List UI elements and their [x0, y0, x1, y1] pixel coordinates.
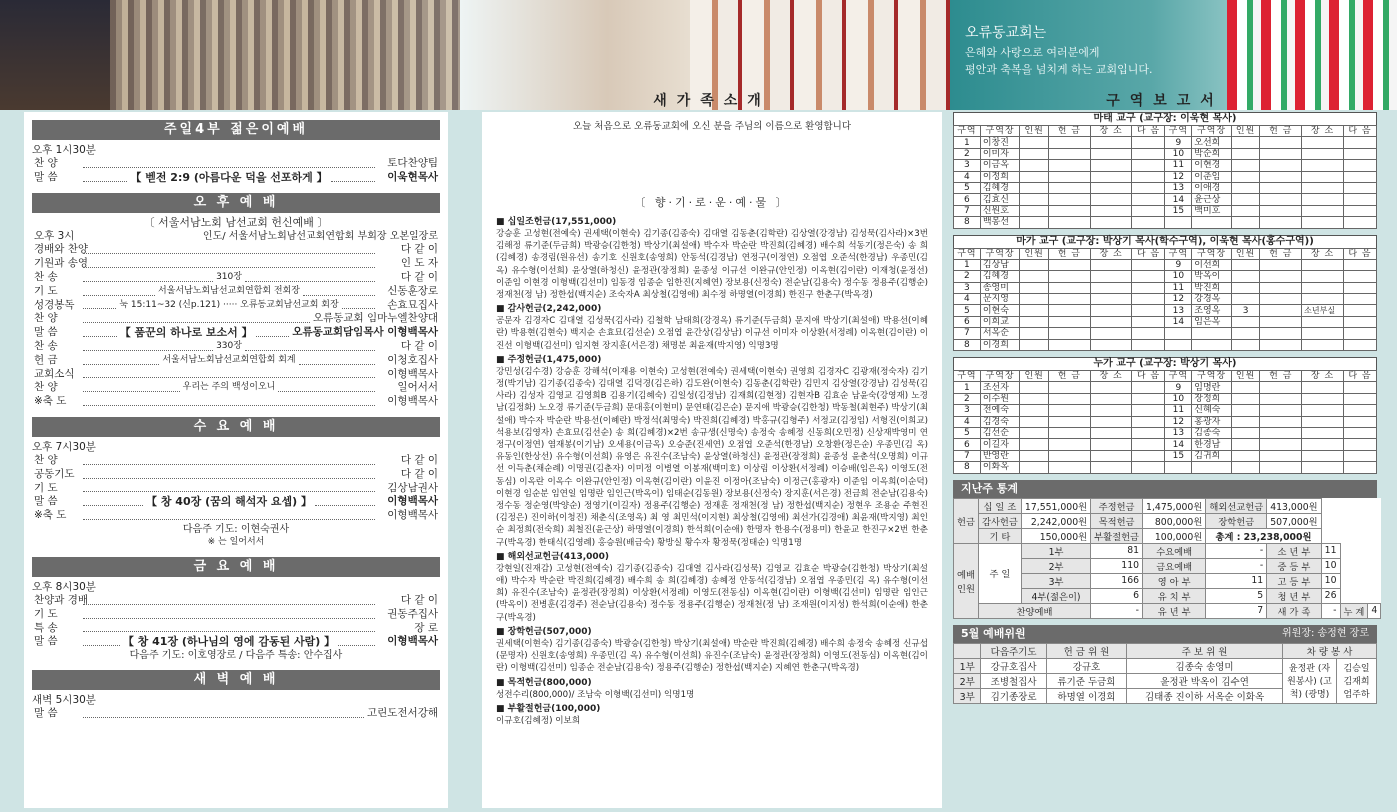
- order-row: [24, 707, 448, 721]
- worship-photo: [0, 0, 460, 110]
- attendance-row: 찬양예배 - 유 년 부 7 새 가 족 - 누 계 4: [954, 603, 1381, 618]
- column-header: 다 음: [1343, 371, 1376, 382]
- district-row: 8 이화옥: [954, 462, 1377, 473]
- stats-title: 지난주 통계: [953, 480, 1377, 498]
- column-header: 헌 금: [1048, 248, 1090, 259]
- order-leader: 다 같 이: [400, 270, 438, 283]
- order-leader: 이형백목사: [387, 395, 438, 408]
- order-leader: 김상남권사: [387, 481, 438, 494]
- order-item: 말 씀: [34, 495, 58, 508]
- offering-names: 강민성(김수경) 강승훈 강해석(이재용 이현숙) 고성현(전예숙) 권세택(이현숙) 권영희 김경자C 김광재(정숙자) 김기정(박기남) 김기종(김종숙) 김대열 김덕경(김은하) 김도완(이현숙) 김동춘(김학란) 김민지 김상열(강경남) 김성묵(김사라) 김성자 김영교 김영희B 김용기(김혜숙) 김일성(김정남) 김재희(김현정) 김현자B 김효순 남윤숙(강영재) 노경남(김정화) 노오경 류기준(두금희) 문대홍(이현미) 문연태(김은순) 문지애 박광승(김한청) 박동철(최현주) 박상기(최설애) 박수자 박순란 박용선(이혜란) 박정석(최명숙) 박진희(김혜경) 박홍규(김형주) 서정교(김정임) 서형진(이희교) 석용보(김영자) 손효묘(김선순) 송 희(김혜경)×2번 송규생(신명숙) 송정숙 송혜정 신동희(오민정) 신상재박영미 연정구(이정연) 염재봉(이기남) 오세용(이금옥) 오승준(진세연) 오점엽 오준석(한경남) 오창환(정은순) 우종민(김 옥) 유동인(한상선) 유수형(이선희) 유영은 유진수(조남숙) 윤상열(하청신) 윤정관(장정희) 윤종성 윤춘석(오명희) 이규선 이득춘(채순례) 이명권(김춘자) 이미정 이병열 이봉재(백미호) 이상림 이상환(서정례) 이승배(임은옥) 이영도(전동심) 이옥란 이옥수 이완규(안인정) 이옥현(김이란) 이윤진 이정아(조남숙) 이정근(홍광자) 이준임 이옥희(이순덕) 이현경 임순분 임연일 임명란 임인근(박옥이) 임태순(김동원) 장보용(신정숙) 장지훈(서은경) 전금희 전순남(김용숙) 정수동 정순영(박양순) 정영기(이길자) 정용주(김행순) 정재훈 정재천(정 남) 정한섭(백지순) 정현우 조용순 주현진(김정은) 진이하(이청진) 채춘식(조영옥) 최 영 최민석(이지현) 최상철(김영애) 최선가(김경애) 최윤재(박지영) 최인순 최정희(전숙희) 최철진(윤근상) 하명열(이경희) 한석희(이순애) 한명자 한용수(정용미) 한윤교 한진구×2번 한춘구(박옥경) 한태식(김영례) 홍승원(배금숙) 황방실 황수자 황정묵(정태순) 익명1명: [496, 366, 928, 548]
- column-header: 헌 금: [1048, 126, 1090, 137]
- order-row: [24, 271, 448, 285]
- committee-row: 3부 김기종장로 하명열 이경희 김태종 진이하 서옥순 이화옥: [954, 688, 1377, 703]
- committee-header: [954, 643, 981, 658]
- order-row: [24, 635, 448, 649]
- offering-category: ■ 십일조헌금(17,551,000): [482, 216, 942, 228]
- column-header: 구역장: [980, 248, 1020, 259]
- column-header: 인원: [1231, 126, 1260, 137]
- stats-row: 감사헌금 2,242,000원 목적헌금 800,000원 장학헌금 507,000원: [954, 513, 1381, 528]
- column-header: 헌 금: [1260, 371, 1302, 382]
- district-row: 7 반영란 15 김귀희: [954, 450, 1377, 461]
- order-leader: 오류동교회담임목사 이형백목사: [292, 326, 438, 339]
- new-family-panel: [482, 112, 942, 808]
- district-row: 8 이경희: [954, 339, 1377, 350]
- column-header: 인원: [1231, 248, 1260, 259]
- service-time: 새벽 5시30분: [32, 694, 96, 707]
- district-row: 5 김선순 13 김종숙: [954, 427, 1377, 438]
- column-header: 인원: [1020, 126, 1049, 137]
- order-row: [24, 509, 448, 523]
- district-table: [953, 248, 1377, 352]
- order-item: 찬 양: [34, 312, 58, 325]
- district-title: 누가 교구 (교구장: 박상기 목사): [953, 357, 1377, 370]
- column-header: 구역장: [1192, 248, 1232, 259]
- section-header: 새 벽 예 배: [32, 670, 440, 690]
- order-item: 기 도: [34, 284, 58, 297]
- order-leader: 이형백목사: [387, 367, 438, 380]
- district-box: [953, 112, 1377, 229]
- stand-note: ※ 는 일어서서: [207, 536, 265, 547]
- column-header: 구역: [1165, 126, 1192, 137]
- order-item: 경배와 찬양: [34, 243, 89, 256]
- order-leader: 다 같 이: [400, 243, 438, 256]
- order-item: 찬 양: [34, 453, 58, 466]
- service-time: 오후 1시30분: [32, 144, 96, 156]
- attendance-label: 예배 인원: [954, 543, 979, 618]
- committee-row: 2부 조병철집사 류기준 두금희 윤정관 박옥이 김수연: [954, 673, 1377, 688]
- offering-list: [482, 216, 942, 727]
- order-item: 찬 양: [34, 157, 58, 169]
- offering-category: ■ 해외선교헌금(413,000): [482, 551, 942, 563]
- district-title: 마태 교구 (교구장: 이욱현 목사): [953, 112, 1377, 125]
- column-header: 장 소: [1090, 371, 1132, 382]
- order-row: [24, 354, 448, 368]
- order-leader: 장 로: [414, 621, 438, 634]
- order-detail: 310장: [216, 271, 242, 282]
- district-row: 2 이미자 10 박순희: [954, 148, 1377, 159]
- committee-table: [953, 643, 1377, 704]
- column-header: 구역장: [1192, 126, 1232, 137]
- column-header: 구역장: [1192, 371, 1232, 382]
- offering-names: 강현일(진재감) 고성현(전예숙) 김기종(김종숙) 김대열 김사라(김성묵) 김영교 김효순 박광승(김한청) 박상기(최설애) 박수자 박순란 박진희(김혜경) 배수희 송 희(김혜경) 송혜정 안동석(김경남) 오점엽 우종민(김 옥) 유수형(이선희) 유진수(조남숙) 윤정관(장정희) 이상환(서정례) 이영도(전동심) 이옥현(김이란) 이형백(김선미) 임명란 임인근(박옥이) 전병훈(김경주) 전순남(김용숙) 정수동 정용주(김행순) 정재천(정 남) 조재원(이지성) 한석희(이순애) 한춘구(박옥경): [496, 563, 928, 623]
- vehicle-drivers: 김승일 김재희 엄주하: [1337, 658, 1377, 703]
- order-row: [24, 608, 448, 622]
- order-detail: 【 창 41장 (하나님의 영에 감동된 사람) 】: [122, 635, 336, 649]
- order-row: [24, 243, 448, 257]
- offering-title: 〔 향·기·로·운·예·물 〕: [634, 196, 790, 209]
- column-header: 다 음: [1343, 248, 1376, 259]
- district-row: 5 이현숙 13 조영옥 3 소년부실: [954, 305, 1377, 316]
- section-header: 오 후 예 배: [32, 193, 440, 213]
- offering-names: 권세택(이현숙) 김기종(김종숙) 박광승(김한청) 박상기(최설애) 박순란 박진희(김혜경) 배수희 송정숙 송혜정 신규섭(문명자) 신원호(송영희) 우종민(김 옥) 유수형(이선희) 유진수(조남숙) 윤정관(장정희) 이영도(전동심) 이옥현(김이란) 이형백(김선미) 임종순 전순남(김용숙) 정용주(김행순) 정한섭(백지순) 지혜연 한춘구(박옥경): [496, 638, 928, 674]
- committee-header: 차 량 봉 사: [1283, 643, 1377, 658]
- column-header: 다 음: [1132, 126, 1165, 137]
- order-leader: 권동주집사: [387, 607, 438, 620]
- church-message: 은혜와 사랑으로 여러분에게 평안과 축복을 넘치게 하는 교회입니다.: [965, 46, 1153, 76]
- order-row: [24, 594, 448, 608]
- service-time-row: 오후 3시 인도/ 서울서남노회남선교회연합회 부회장 오본일장로: [34, 229, 438, 242]
- district-row: 6 이길자 14 한경남: [954, 439, 1377, 450]
- district-tables: [953, 112, 1377, 474]
- order-detail: 서울서남노회남선교회연합회 회계: [162, 354, 296, 365]
- worship-order-panel: [24, 112, 448, 808]
- stats-row: 헌금 십 일 조 17,551,000원 주정헌금 1,475,000원 해외선교헌금 413,000원: [954, 498, 1381, 513]
- section-header: 금 요 예 배: [32, 557, 440, 577]
- sunday-label: 주 일: [978, 543, 1021, 603]
- order-item: 헌 금: [34, 353, 58, 366]
- order-detail: 서울서남노회남선교회연합회 전회장: [158, 285, 300, 296]
- order-leader: 이형백목사: [387, 509, 438, 522]
- attendance-row: 2부 110 금요예배 - 중 등 부 10: [954, 558, 1381, 573]
- order-row: [24, 340, 448, 354]
- order-leader: 다 같 이: [400, 453, 438, 466]
- stats-row: 기 타 150,000원 부활절헌금 100,000원 총계 : 23,238,000원: [954, 528, 1381, 543]
- column-header: 인원: [1231, 371, 1260, 382]
- order-row: [24, 299, 448, 313]
- order-item: 찬 송: [34, 270, 58, 283]
- order-row: [24, 454, 448, 468]
- section-header: 수 요 예 배: [32, 417, 440, 437]
- order-leader: 다 같 이: [400, 593, 438, 606]
- order-row: [24, 495, 448, 509]
- column-header: 장 소: [1302, 126, 1344, 137]
- column-header: 구역: [1165, 371, 1192, 382]
- column-header: 구역: [1165, 248, 1192, 259]
- district-report-title: 구역보고서: [1106, 93, 1224, 109]
- column-header: 헌 금: [1260, 126, 1302, 137]
- order-leader: 고린도전서강해: [366, 707, 438, 720]
- stats-table: [953, 498, 1381, 619]
- committee-title: 5월 예배위원 위원장: 송정현 장로: [953, 625, 1377, 643]
- district-row: 3 전예숙 11 신혜숙: [954, 405, 1377, 416]
- committee-header: 주 보 위 원: [1127, 643, 1283, 658]
- column-header: 인원: [1020, 371, 1049, 382]
- order-item: 말 씀: [34, 170, 58, 183]
- order-row: [24, 157, 448, 171]
- district-row: 4 문지영 12 강경옥: [954, 294, 1377, 305]
- district-row: 4 이정희 12 이춘임: [954, 171, 1377, 182]
- order-row: [24, 622, 448, 636]
- column-header: 장 소: [1302, 248, 1344, 259]
- attendance-row: 3부 166 영 아 부 11 고 등 부 10: [954, 573, 1381, 588]
- offering-names: 공문자 김경자C 김대열 김성묵(김사라) 김철학 남태희(강경옥) 류기준(두금희) 문지애 박상기(최설애) 박용선(이혜란) 박용현(김현숙) 백지순 손효묘(김선순) 오점엽 윤간상(김상남) 이규선 이미자 이상환(서정례) 이옥현(김이란) 이진선 이형백(김선미) 임지현 장지훈(서은경) 채명분 최윤재(박지영) 익명3명: [496, 316, 928, 351]
- order-leader: 신동훈장로: [387, 284, 438, 297]
- order-item: 기 도: [34, 481, 58, 494]
- offering-names: 강승훈 고성현(전예숙) 권세택(이현숙) 김기종(김종숙) 김대열 김동춘(김학란) 김상열(강경남) 김성묵(김사라)×3번 김해정 류기준(두금희) 박광승(김한청) 박상기(최설애) 박수자 박순란 박진희(김혜경) 배수희 석동기(정은숙) 송 희(김혜경) 송경림(원유선) 송기호 신원호(송영희) 안동석(김경남) 연정구(이정연) 오점엽 오준석(한경남) 우종민(김 옥) 유수형(이선희) 윤상열(하청신) 윤정관(장정희) 윤종성 이규선 이완규(안인정) 이옥현(김이란) 이재청(윤정선) 이준임 이현경 이형백(김선미) 임동경 임종순 임한진(지혜연) 장보용(신정숙) 전순남(김용숙) 정수동 정용주(김행순) 정재천(정 남) 정한섭(백지순) 조숙자A 최상철(김영애) 최수정 하명열(이경희) 한진구 한춘구(박옥경): [496, 229, 928, 301]
- district-row: 4 김경숙 12 홍광자: [954, 416, 1377, 427]
- district-box: [953, 235, 1377, 352]
- church-name: 오류동교회는: [965, 25, 1047, 41]
- offering-names: 성전수리(800,000)/ 조남숙 이형백(김선미) 익명1명: [496, 689, 695, 700]
- order-leader: 손효묘집사: [387, 298, 438, 311]
- order-item: 교회소식: [34, 367, 75, 380]
- order-leader: 이욱현목사: [387, 170, 438, 183]
- order-leader: 이형백목사: [387, 495, 438, 508]
- new-family-title: 새가족소개: [653, 93, 771, 109]
- welcome-text: 오늘 처음으로 오류동교회에 오신 분을 주님의 이름으로 환영합니다: [572, 121, 852, 132]
- order-leader: 인 도 자: [400, 257, 438, 270]
- column-header: 장 소: [1302, 371, 1344, 382]
- committee-row: 1부 강규호집사 강규호 김종숙 송영미 윤정관 (자원봉사) (고척) (광명) 김승일 김재희 엄주하: [954, 658, 1377, 673]
- order-leader: 토다찬양팀: [387, 157, 438, 169]
- service-time: 오후 7시30분: [32, 440, 96, 453]
- district-title: 마가 교구 (교구장: 박상기 목사(학수구역), 이욱현 목사(홍수구역)): [953, 235, 1377, 248]
- district-row: 1 이창진 9 오선희: [954, 137, 1377, 148]
- order-item: 찬양과 경배: [34, 593, 89, 606]
- district-row: 3 이금옥 11 이현경: [954, 160, 1377, 171]
- next-prayer: 다음주 기도: 이호영장로 / 다음주 특송: 안수집사: [129, 650, 343, 662]
- order-detail: 우리는 주의 백성이오니: [182, 382, 276, 393]
- district-row: 8 백봉선: [954, 217, 1377, 228]
- service-time: 오후 8시30분: [32, 580, 96, 593]
- order-item: 공동기도: [34, 467, 75, 480]
- district-report-panel: [953, 112, 1377, 808]
- offering-label: 헌금: [954, 498, 979, 543]
- section-header: 주일4부 젊은이예배: [32, 120, 440, 140]
- district-table: [953, 125, 1377, 229]
- district-row: 1 김상남 9 이선희: [954, 259, 1377, 270]
- column-header: 다 음: [1132, 248, 1165, 259]
- column-header: 다 음: [1132, 371, 1165, 382]
- district-row: 7 신원호 15 백미호: [954, 205, 1377, 216]
- district-row: 1 조선자 9 임명란: [954, 382, 1377, 393]
- next-prayer: 다음주 기도: 이현숙권사: [182, 523, 290, 535]
- order-detail: 330장: [216, 340, 242, 351]
- district-row: 6 이희교 14 임은옥: [954, 316, 1377, 327]
- order-item: 찬 송: [34, 339, 58, 352]
- district-row: 3 송영미 11 박진희: [954, 282, 1377, 293]
- column-header: 장 소: [1090, 126, 1132, 137]
- order-item: 성경봉독: [34, 298, 75, 311]
- column-header: 다 음: [1343, 126, 1376, 137]
- column-header: 구역: [954, 248, 981, 259]
- column-header: 구역장: [980, 371, 1020, 382]
- offering-category: ■ 장학헌금(507,000): [482, 626, 942, 638]
- offering-category: ■ 감사헌금(2,242,000): [482, 303, 942, 315]
- order-leader: 이형백목사: [387, 635, 438, 648]
- order-detail: 【 창 40장 (꿈의 해석자 요셉) 】: [146, 495, 312, 509]
- district-table: [953, 370, 1377, 474]
- order-row: [24, 312, 448, 326]
- district-row: 2 이수원 10 장정희: [954, 393, 1377, 404]
- order-item: ※축 도: [34, 395, 67, 408]
- district-row: 2 김혜경 10 박옥이: [954, 271, 1377, 282]
- order-item: ※축 도: [34, 509, 67, 522]
- order-row: [24, 468, 448, 482]
- order-row: [24, 285, 448, 299]
- order-item: 기원과 송영: [34, 257, 89, 270]
- order-row: [24, 171, 448, 185]
- order-row: [24, 368, 448, 382]
- order-leader: 오류동교회 임마누엘찬양대: [312, 312, 438, 325]
- column-header: 인원: [1020, 248, 1049, 259]
- order-row: [24, 381, 448, 395]
- order-leader: 다 같 이: [400, 467, 438, 480]
- order-row: [24, 257, 448, 271]
- offering-category: ■ 목적헌금(800,000): [482, 677, 942, 689]
- district-box: [953, 357, 1377, 474]
- order-leader: 다 같 이: [400, 339, 438, 352]
- column-header: 구역: [954, 126, 981, 137]
- order-leader: 일어서서: [397, 381, 438, 394]
- offering-category: ■ 부활절헌금(100,000): [482, 703, 942, 715]
- column-header: 구역: [954, 371, 981, 382]
- order-item: 기 도: [34, 607, 58, 620]
- vehicle-service: 윤정관 (자원봉사) (고척) (광명): [1283, 658, 1337, 703]
- order-item: 특 송: [34, 621, 58, 634]
- service-subtitle: 〔 서울서남노회 남선교회 헌신예배 〕: [143, 215, 329, 229]
- order-detail: 【 품꾼의 하나로 보소서 】: [119, 326, 253, 340]
- offering-names: 이규호(김혜정) 이보희: [496, 715, 581, 726]
- order-row: [24, 395, 448, 409]
- order-item: 찬 양: [34, 381, 58, 394]
- committee-chair: 위원장: 송정현 장로: [1281, 627, 1369, 639]
- district-row: 5 김혜경 13 이애경: [954, 182, 1377, 193]
- offering-category: ■ 주정헌금(1,475,000): [482, 354, 942, 366]
- order-item: 말 씀: [34, 635, 58, 648]
- committee-header: 다음주기도: [981, 643, 1046, 658]
- order-item: 말 씀: [34, 326, 58, 339]
- committee-header: 헌 금 위 원: [1046, 643, 1126, 658]
- column-header: 장 소: [1090, 248, 1132, 259]
- order-row: [24, 482, 448, 496]
- order-detail: 【 벧전 2:9 (아름다운 덕을 선포하게 】: [130, 170, 328, 184]
- column-header: 헌 금: [1260, 248, 1302, 259]
- order-detail: 눅 15:11~32 (신p.121) ····· 오류동교회남선교회 회장: [119, 299, 339, 310]
- attendance-row: 예배 인원 주 일 1부 81 수요예배 - 소 년 부 11: [954, 543, 1381, 558]
- column-header: 구역장: [980, 126, 1020, 137]
- service-lead: 인도/ 서울서남노회남선교회연합회 부회장 오본일장로: [202, 230, 438, 242]
- attendance-row: 4부(젊은이) 6 유 치 부 5 청 년 부 26: [954, 588, 1381, 603]
- order-item: 말 씀: [34, 707, 58, 720]
- district-row: 6 김효신 14 윤근상: [954, 194, 1377, 205]
- column-header: 헌 금: [1048, 371, 1090, 382]
- district-row: 7 서옥순: [954, 328, 1377, 339]
- order-row: [24, 326, 448, 340]
- order-leader: 이청호집사: [387, 353, 438, 366]
